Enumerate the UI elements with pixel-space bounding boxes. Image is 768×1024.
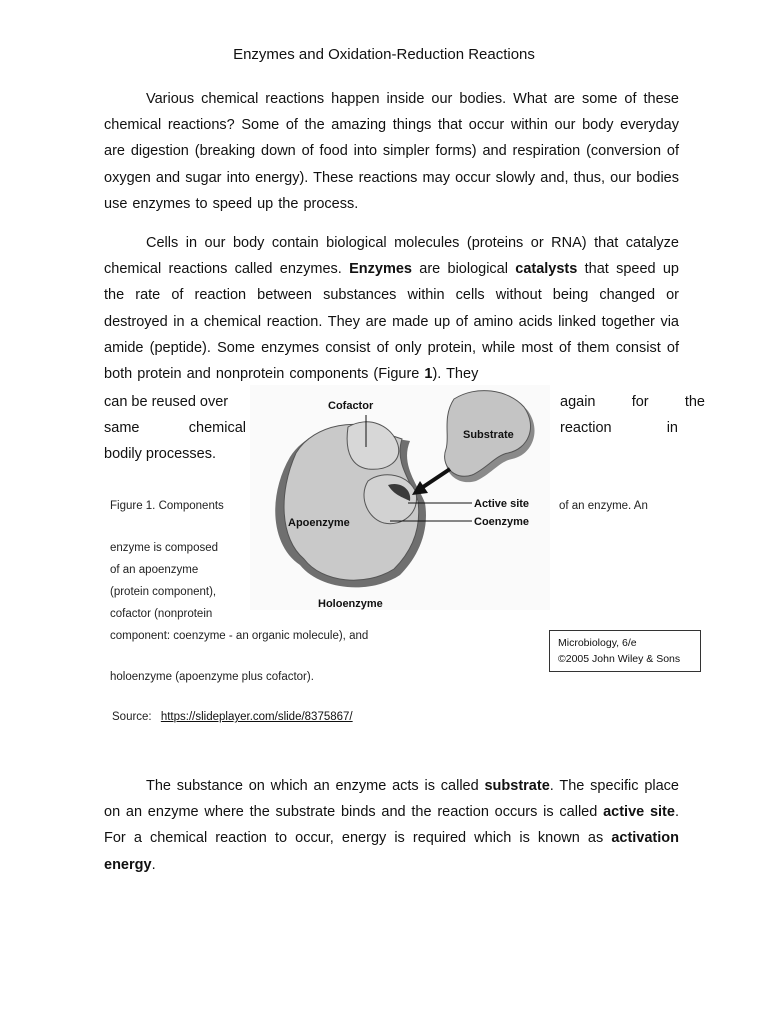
term-catalysts: catalysts	[515, 261, 578, 278]
caption-line: of an apoenzyme	[110, 564, 199, 576]
label-cofactor: Cofactor	[328, 400, 374, 412]
source-label: Source:	[112, 711, 152, 723]
wrap-right-2: reaction in	[560, 420, 678, 436]
source-line	[112, 711, 353, 723]
wrap-left-3: bodily processes.	[104, 446, 217, 462]
credit-line-2: ©2005 John Wiley & Sons	[558, 653, 681, 665]
caption-body	[110, 537, 368, 647]
wrap-left-1: can be reused over	[104, 394, 229, 410]
wrap-left-2: same chemical	[104, 420, 246, 436]
credit-line-1: Microbiology, 6/e	[558, 637, 637, 649]
wrap-right-1: again for the	[560, 394, 705, 410]
caption-left-1: Figure 1. Components	[110, 500, 224, 512]
figure-ref: 1	[424, 366, 433, 383]
term-active-site: active site	[603, 804, 675, 821]
term-enzymes: Enzymes	[349, 261, 412, 278]
caption-line: (protein component),	[110, 586, 217, 598]
label-coenzyme: Coenzyme	[474, 516, 530, 528]
credit-box	[549, 630, 701, 672]
caption-last: holoenzyme (apoenzyme plus cofactor).	[110, 671, 314, 683]
paragraph-substrate: The substance on which an enzyme acts is called substrate. The specific place on an enzyme where the substrate binds and the reaction occurs is called active site. For a chemical reaction to occur, energy is required which is known as activation energy.	[104, 778, 679, 873]
paragraph-intro: Various chemical reactions happen inside our bodies. What are some of these chemical reactions? Some of the amazing things that occur within our body everyday are digestion (breaking down of food into simpler forms) and respiration (conversion of oxygen and sugar into energy). These reactions may occur slowly and, thus, our bodies use enzymes to speed up the process.	[104, 91, 679, 212]
caption-line: enzyme is composed	[110, 542, 219, 554]
document-title: Enzymes and Oxidation-Reduction Reactions	[233, 46, 535, 63]
caption-right-1: of an enzyme. An	[559, 500, 648, 512]
label-apoenzyme: Apoenzyme	[288, 517, 350, 529]
label-active-site: Active site	[474, 498, 530, 510]
label-substrate: Substrate	[463, 429, 514, 441]
term-substrate: substrate	[484, 778, 550, 794]
caption-line: cofactor (nonprotein	[110, 608, 213, 620]
caption-line: component: coenzyme - an organic molecule), and	[110, 630, 369, 642]
paragraph-enzymes: Cells in our body contain biological molecules (proteins or RNA) that catalyze chemical reactions called enzymes. Enzymes are biological catalysts that speed up the rate of reaction between substances within cells without being changed or destroyed in a chemical reaction. They are made up of amino acids linked together via amide (peptide). Some enzymes consist of only protein, while most of them consist of both protein and nonprotein components (Figure 1). They	[104, 235, 679, 383]
label-holoenzyme: Holoenzyme	[318, 598, 383, 610]
source-link[interactable]: https://slideplayer.com/slide/8375867/	[160, 711, 353, 723]
term-activation-energy: activation energy	[104, 830, 679, 873]
